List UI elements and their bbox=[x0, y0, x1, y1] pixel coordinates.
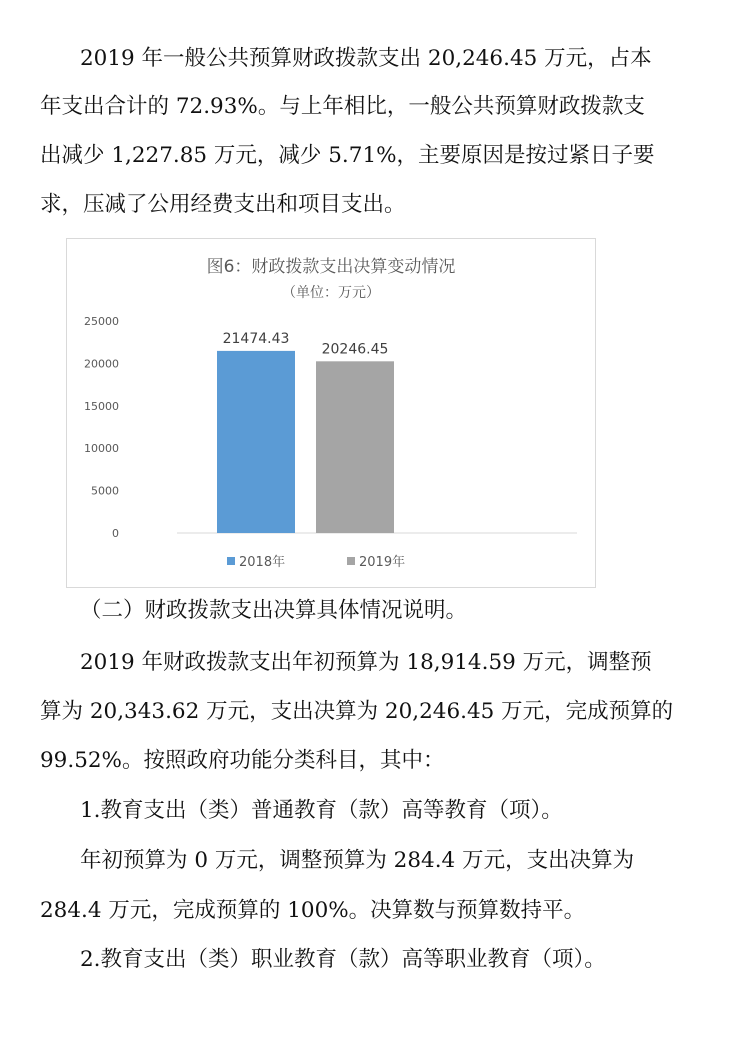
y-tick-label: 0 bbox=[112, 527, 119, 540]
item-1-heading: 1.教育支出（类）普通教育（款）高等教育（项）。 bbox=[80, 798, 563, 823]
intro-line-2: 年支出合计的 72.93%。与上年相比，一般公共预算财政拨款支 bbox=[40, 94, 645, 119]
bar-series bbox=[217, 331, 394, 533]
section-heading: （二）财政拨款支出决算具体情况说明。 bbox=[80, 598, 468, 623]
intro-line-4: 求，压减了公用经费支出和项目支出。 bbox=[40, 192, 406, 217]
item-1-line-2: 284.4 万元，完成预算的 100%。决算数与预算数持平。 bbox=[40, 898, 586, 923]
y-tick-label: 5000 bbox=[91, 484, 119, 498]
intro-line-3: 出减少 1,227.85 万元，减少 5.71%，主要原因是按过紧日子要 bbox=[40, 143, 655, 168]
item-1-line-1: 年初预算为 0 万元，调整预算为 284.4 万元，支出决算为 bbox=[80, 848, 635, 873]
bar-2019年 bbox=[316, 361, 394, 533]
data-label: 20246.45 bbox=[321, 341, 389, 358]
y-tick-label: 25000 bbox=[84, 315, 119, 328]
legend-label: 2019年 bbox=[359, 555, 406, 570]
data-label: 21474.43 bbox=[222, 330, 290, 347]
section-line-3: 99.52%。按照政府功能分类科目，其中： bbox=[40, 748, 445, 773]
legend-label: 2018年 bbox=[239, 555, 286, 570]
expenditure-change-chart bbox=[66, 238, 596, 588]
bar-2018年 bbox=[217, 351, 295, 533]
section-line-1: 2019 年财政拨款支出年初预算为 18,914.59 万元，调整预 bbox=[80, 650, 652, 675]
intro-line-1: 2019 年一般公共预算财政拨款支出 20,246.45 万元，占本 bbox=[80, 46, 652, 71]
section-line-2: 算为 20,343.62 万元，支出决算为 20,246.45 万元，完成预算的 bbox=[40, 699, 674, 724]
y-axis bbox=[84, 315, 119, 540]
item-2-heading: 2.教育支出（类）职业教育（款）高等职业教育（项）。 bbox=[80, 947, 606, 972]
y-tick-label: 20000 bbox=[84, 357, 119, 371]
chart-subtitle: （单位：万元） bbox=[282, 285, 380, 301]
legend-swatch bbox=[227, 557, 235, 565]
legend-swatch bbox=[347, 557, 355, 565]
y-tick-label: 10000 bbox=[84, 442, 119, 456]
chart-legend bbox=[227, 554, 405, 570]
chart-canvas bbox=[67, 239, 595, 587]
y-tick-label: 15000 bbox=[84, 399, 119, 413]
chart-title: 图6：财政拨款支出决算变动情况 bbox=[206, 257, 456, 277]
